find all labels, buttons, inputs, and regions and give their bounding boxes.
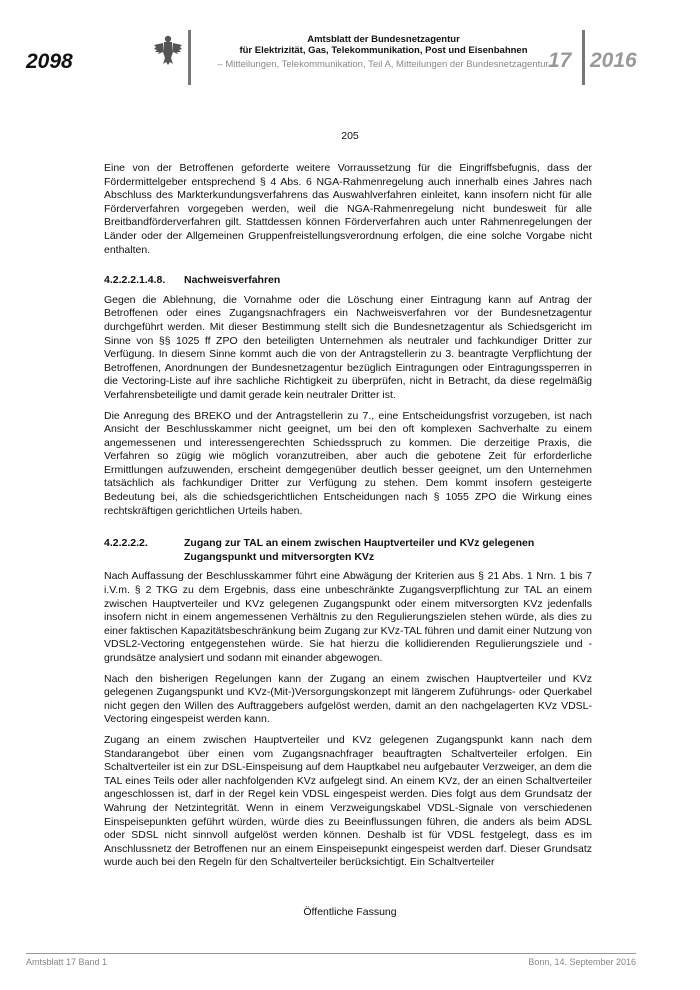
header-divider-left	[188, 30, 191, 85]
paragraph: Gegen die Ablehnung, die Vornahme oder die Löschung einer Eintragung kann auf Antrag der Betroffenen oder eines Zugangsnachfragers ein Nachweisverfahren vor der Bundesnetzagentur durchgeführt werden. Mit dieser Bestimmung stellt sich die Bundesnetzagentur als Schiedsgericht im Sinne von §§ 1025 ff ZPO den beteiligten Unternehmen als neutraler und fachkundiger Dritter zur Verfügung. In diesem Sinne kommt auch die von der Antragstellerin zu 3. beantragte Verpflichtung der Betroffenen, Anordnungen der Bundesnetzagentur bezüglich Eintragungen oder Eintragungssperren in die Vectoring-Liste auf ihre sachliche Richtigkeit zu überprüfen, nicht in Betracht, da diese regelmäßig Verfahrensbeteiligte und damit gerade kein neutraler Dritter ist.	[104, 293, 592, 401]
footer-divider	[26, 953, 636, 954]
header-subtitle: – Mitteilungen, Telekommunikation, Teil A, Mitteilungen der Bundesnetzagentur –	[217, 59, 557, 70]
federal-eagle-icon	[153, 33, 183, 67]
header-issue-number: 17	[548, 49, 572, 72]
section-heading	[104, 537, 592, 564]
header-divider-right	[582, 30, 585, 85]
document-body	[104, 162, 592, 877]
section-heading	[104, 274, 592, 288]
section-number: 4.2.2.2.1.4.8.	[104, 274, 166, 287]
header-title-line2: für Elektrizität, Gas, Telekommunikation, Post und Eisenbahnen	[239, 45, 528, 56]
footer-left: Amtsblatt 17 Band 1	[26, 957, 108, 967]
section-title: Nachweisverfahren	[184, 274, 281, 287]
footer-right: Bonn, 14. September 2016	[528, 957, 636, 967]
section-number: 4.2.2.2.2.	[104, 537, 148, 550]
header-year: 2016	[590, 49, 637, 72]
paragraph: Nach den bisherigen Regelungen kann der Zugang an einem zwischen Hauptverteiler und KVz gelegenen Zugangspunkt und KVz-(Mit-)Versorgungskonzept mit längerem Zuführungs- oder Querkabel nicht gegen den Willen des Auftraggebers aufgelöst werden, damit an den nachgelagerten KVz VDSL-Vectoring eingespeist werden kann.	[104, 672, 592, 726]
paragraph: Nach Auffassung der Beschlusskammer führt eine Abwägung der Kriterien aus § 21 Abs. 1 Nrn. 1 bis 7 i.V.m. § 2 TKG zu dem Ergebnis, dass eine unbeschränkte Zugangsverpflichtung zur TAL an einem zwischen Hauptverteiler und KVz gelegenen Zugangspunkt oder einem mitversorgten KVz jedenfalls insofern nicht in einem angemessenen Verhältnis zu den Regulierungszielen stehen würde, als dies zu einer faktischen Kapazitätsbeschränkung beim Zugang zur KVz-TAL führen und damit einer Nutzung von VDSL2-Vectoring entgegenstehen würde. Sie hat hierzu die kollidierenden Regulierungsziele und -grundsätze analysiert und sodann mit einander abgewogen.	[104, 570, 592, 664]
paragraph: Zugang an einem zwischen Hauptverteiler und KVz gelegenen Zugangspunkt kann nach dem Standarangebot über einen vom Zugangsnachfrager beauftragten Schaltverteiler erfolgen. Ein Schaltverteiler ist ein zur DSL-Einspeisung auf dem Hauptkabel neu aufgebauter Verzweiger, an dem die TAL eines Teils oder aller nachfolgenden KVz aufgelegt sind. An einem KVz, der an einen Schaltverteiler angeschlossen ist, darf in der Regel kein VDSL eingespeist werden. Dies folgt aus dem Grundsatz der Wahrung der Netzintegrität. Wenn in einem Verzweigungskabel VDSL-Signale von verschiedenen Einspeisepunkten geführt würden, würde dies zu Beeinflussungen führen, die anders als beim ADSL oder SDSL nicht sinnvoll aufgelöst werden können. Deshalb ist für VDSL festgelegt, dass es im Anschlussnetz der Betroffenen nur an einem Einspeisepunkt eingespeist werden darf. Dieser Grundsatz wurde auch bei den Regeln für den Schaltverteiler berücksichtigt. Ein Schaltverteiler	[104, 733, 592, 869]
section-title: Zugang zur TAL an einem zwischen Hauptverteiler und KVz gelegenen Zugangspunkt und mitversorgten KVz	[184, 537, 535, 563]
intro-paragraph: Eine von der Betroffenen geforderte weitere Vorraussetzung für die Eingriffsbefugnis, dass der Fördermittelgeber entsprechend § 4 Abs. 6 NGA-Rahmenregelung auch innerhalb eines Jahres nach Abschluss des Markterkundungsverfahrens das Auswahlverfahren einleitet, kann insofern nicht für alle Förderverfahren vorgegeben werden, weil die NGA-Rahmenregelung nicht bundesweit für alle Breitbandförderverfahren gilt. Stattdessen können Förderverfahren auch unter Rahmenregelungen der Länder oder der Allgemeinen Gruppenfreistellungsverordnung erfolgen, die eine solche Vorgabe nicht enthalten.	[104, 162, 592, 256]
public-version-label: Öffentliche Fassung	[303, 906, 397, 918]
header-page-number: 2098	[26, 50, 73, 73]
paragraph: Die Anregung des BREKO und der Antragstellerin zu 7., eine Entscheidungsfrist vorzugeben, ist nach Ansicht der Beschlusskammer nicht geeignet, um bei den oft komplexen Sachverhalte zu einem angemessenen und interessengerechten Schiedsspruch zu kommen. Die derzeitige Praxis, die Verfahren so zügig wie möglich voranzutreiben, aber auch die gebotene Zeit für erforderliche Ermittlungen aufzuwenden, erscheint demgegenüber deutlich besser geeignet, um den Unternehmen tatsächlich als fachkundiger Dritter zur Verfügung zu stehen. Dem kommt insofern gesteigerte Bedeutung bei, als die schiedsgerichtlichen Entscheidungen nach § 1055 ZPO die Wirkung eines rechtskräftigen gerichtlichen Urteils haben.	[104, 409, 592, 517]
page-marker: 205	[341, 130, 359, 142]
header-title-line1: Amtsblatt der Bundesnetzagentur	[307, 34, 460, 45]
